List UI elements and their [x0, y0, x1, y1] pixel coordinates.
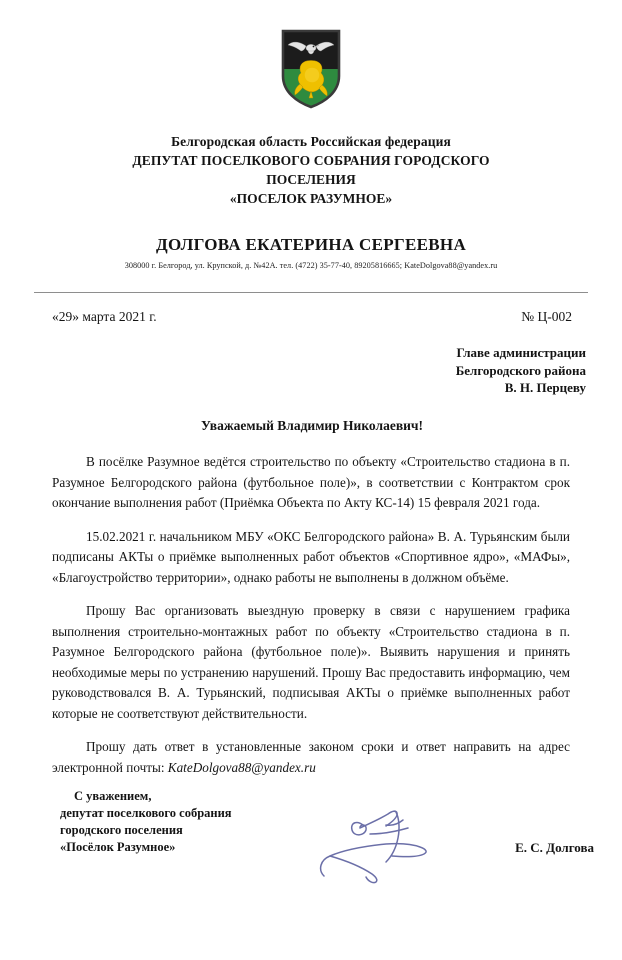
signature-block — [60, 788, 360, 856]
document-date: «29» марта 2021 г. — [52, 309, 157, 324]
body-paragraph-1: В посёлке Разумное ведётся строительство по объекту «Строительство стадиона в п. Разумное Белгородского района (футбольное поле)», в соответствии с Контрактом срок окончание выполнения работ (Приёмка Объекта по Акту КС-14) 15 февраля 2021 года. — [52, 454, 570, 510]
signature-greeting: С уважением, — [74, 789, 152, 803]
body-paragraph-2: 15.02.2021 г. начальником МБУ «ОКС Белгородского района» В. А. Турьянским были подписаны АКТы о приёмке выполненных работ объектов «Спортивное ядро», «МАФы», «Благоустройство территории», однако работы не выполнены в должном объёме. — [52, 528, 570, 585]
belgorod-coat-of-arms-icon — [280, 28, 342, 110]
letterhead-contacts: 308000 г. Белгород, ул. Крупской, д. №42А. тел. (4722) 35-77-40, 89205816665; KateDolgova88@yandex.ru — [124, 261, 498, 270]
signature-title-line-3: «Посёлок Разумное» — [60, 840, 176, 854]
emblem-container — [0, 28, 622, 110]
addressee-position: Главе администрации — [456, 345, 586, 360]
header-divider — [34, 292, 588, 293]
letterhead-deputy-name: ДОЛГОВА ЕКАТЕРИНА СЕРГЕЕВНА — [155, 235, 467, 254]
addressee-organization: Белгородского района — [455, 362, 586, 378]
body-paragraph-3: Прошу Вас организовать выездную проверку в связи с нарушением графика выполнения строительно-монтажных работ по объекту «Строительство стадиона в п. Разумное Белгородского района (футбольное поле)». Выявить нарушения и принять необходимые меры по устранению нарушений. Прошу Вас предоставить информацию, чем руководствовался В. А. Турьянский, подписывая АКТы о приёмке выполненных работ которые не соответствуют действительности. — [52, 603, 570, 721]
letterhead-line-settlement-name: «ПОСЕЛОК РАЗУМНОЕ» — [229, 191, 393, 206]
addressee-block — [326, 344, 586, 397]
signature-name: Е. С. Долгова — [515, 840, 594, 855]
addressee-name: В. Н. Перцеву — [504, 380, 586, 395]
letterhead-line-settlement: ПОСЕЛЕНИЯ — [266, 172, 356, 187]
letterhead-line-authority: ДЕПУТАТ ПОСЕЛКОВОГО СОБРАНИЯ ГОРОДСКОГО — [132, 153, 490, 168]
document-meta-row — [52, 309, 572, 325]
signature-title-line-2: городского поселения — [60, 823, 183, 837]
contact-email: KateDolgova88@yandex.ru — [167, 759, 316, 775]
body-paragraph-4 — [52, 737, 570, 778]
salutation: Уважаемый Владимир Николаевич! — [201, 418, 423, 433]
letterhead — [60, 132, 562, 272]
letterhead-line-region: Белгородская область Российская федерация — [171, 134, 451, 149]
document-number: № Ц-002 — [521, 309, 572, 324]
signature-title-line-1: депутат поселкового собрания — [60, 806, 232, 820]
closing-request-text: Прошу дать ответ в установленные законом сроки и ответ направить на адрес электронной почты: — [52, 739, 570, 775]
letter-body — [52, 452, 570, 778]
